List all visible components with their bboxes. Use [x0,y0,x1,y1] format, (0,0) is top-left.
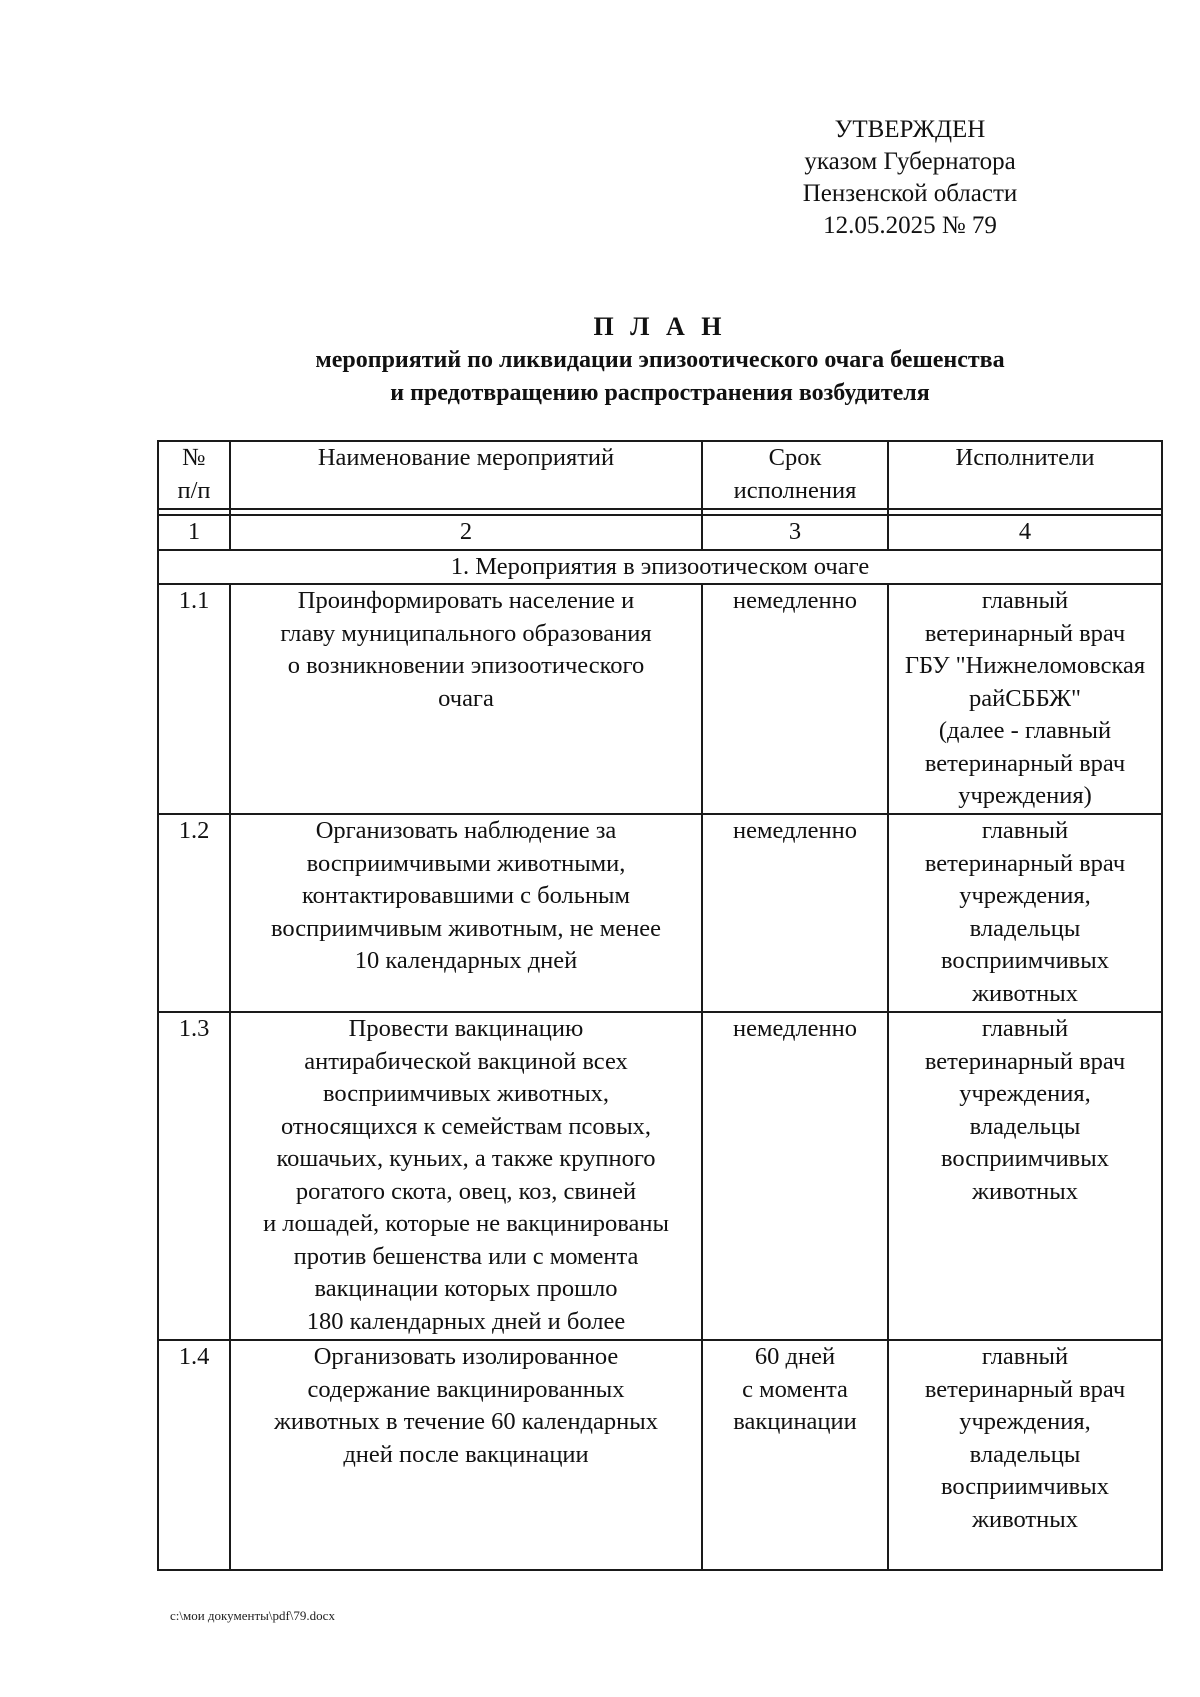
row-term: немедленно [702,1012,888,1340]
row-executors: главный ветеринарный врач учреждения, владельцы восприимчивых животных [888,1340,1162,1570]
plan-subtitle-line2: и предотвращению распространения возбудителя [390,380,930,406]
table-row [158,1340,1162,1570]
row-number: 1.2 [158,814,230,1012]
header-name: Наименование мероприятий [230,441,702,509]
table-row [158,814,1162,1012]
row-term: немедленно [702,814,888,1012]
row-number: 1.4 [158,1340,230,1570]
row-activity: Организовать наблюдение за восприимчивыми животными, контактировавшими с больным восприимчивым животным, не менее 10 календарных дней [230,814,702,1012]
column-number-4: 4 [888,515,1162,550]
approval-stamp [760,114,1060,242]
section-title: 1. Мероприятия в эпизоотическом очаге [158,550,1162,585]
table-row [158,1012,1162,1340]
header-number: № п/п [158,441,230,509]
row-term: 60 дней с момента вакцинации [702,1340,888,1570]
row-number: 1.1 [158,584,230,814]
row-activity: Проинформировать население и главу муниципального образования о возникновении эпизоотического очага [230,584,702,814]
row-number: 1.3 [158,1012,230,1340]
section-row [158,550,1162,585]
file-path-footer: c:\мои документы\pdf\79.docx [170,1608,335,1623]
document-title [160,310,1160,410]
row-activity: Организовать изолированное содержание вакцинированных животных в течение 60 календарных дней после вакцинации [230,1340,702,1570]
row-executors: главный ветеринарный врач учреждения, владельцы восприимчивых животных [888,814,1162,1012]
row-executors: главный ветеринарный врач ГБУ "Нижнеломовская райСББЖ" (далее - главный ветеринарный врач учреждения) [888,584,1162,814]
column-number-1: 1 [158,515,230,550]
plan-heading: П Л А Н [593,312,727,341]
row-activity: Провести вакцинацию антирабической вакциной всех восприимчивых животных, относящихся к семействам псовых, кошачьих, куньих, а также крупного рогатого скота, овец, коз, свиней и лошадей, которые не вакцинированы против бешенства или с момента вакцинации которых прошло 180 календарных дней и более [230,1012,702,1340]
plan-subtitle-line1: мероприятий по ликвидации эпизоотического очага бешенства [315,347,1005,373]
column-numbers-row [158,515,1162,550]
approval-line-decree: указом Губернатора [804,148,1016,175]
row-executors: главный ветеринарный врач учреждения, владельцы восприимчивых животных [888,1012,1162,1340]
column-number-2: 2 [230,515,702,550]
header-term: Срок исполнения [702,441,888,509]
approval-line-approved: УТВЕРЖДЕН [834,116,986,143]
plan-table [157,440,1163,1571]
column-number-3: 3 [702,515,888,550]
header-executors: Исполнители [888,441,1162,509]
approval-line-date-number: 12.05.2025 № 79 [823,212,997,239]
row-term: немедленно [702,584,888,814]
table-row [158,584,1162,814]
table-header-row [158,441,1162,509]
approval-line-region: Пензенской области [802,180,1018,207]
